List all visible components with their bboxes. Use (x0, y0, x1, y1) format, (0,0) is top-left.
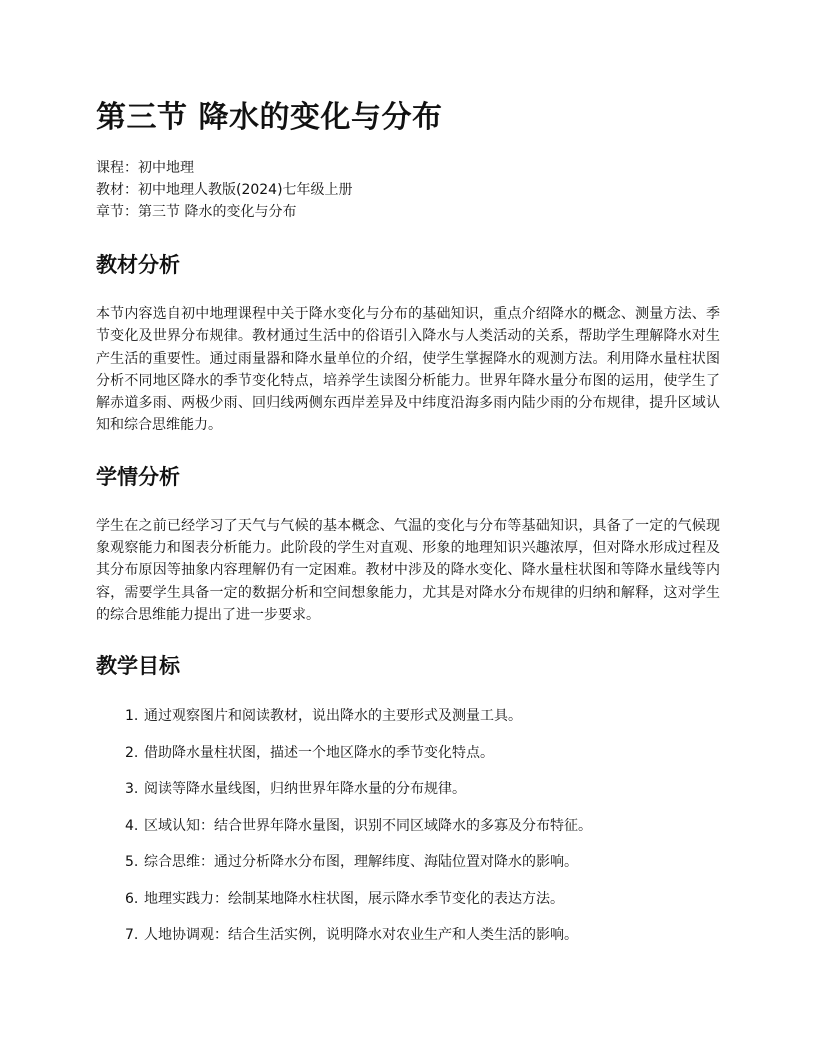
list-item-number: 1. (125, 708, 139, 725)
meta-chapter: 章节：第三节 降水的变化与分布 (96, 204, 297, 220)
list-item (96, 705, 720, 727)
section-heading-textbook-analysis: 教材分析 (96, 253, 180, 277)
list-item-text: 通过观察图片和阅读教材，说出降水的主要形式及测量工具。 (144, 708, 522, 725)
list-item-number: 6. (125, 890, 139, 907)
document-page (96, 96, 720, 961)
list-item (96, 924, 720, 946)
list-item-text: 综合思维：通过分析降水分布图，理解纬度、海陆位置对降水的影响。 (144, 854, 578, 871)
list-item-text: 人地协调观：结合生活实例，说明降水对农业生产和人类生活的影响。 (144, 927, 578, 944)
list-item (96, 742, 720, 764)
list-item (96, 888, 720, 910)
meta-textbook: 教材：初中地理人教版(2024)七年级上册 (96, 182, 353, 198)
list-item (96, 778, 720, 800)
list-item-number: 3. (125, 781, 139, 798)
teaching-goals-list (96, 705, 720, 946)
list-item-number: 4. (125, 817, 139, 834)
page-title: 第三节 降水的变化与分布 (96, 100, 443, 135)
course-meta (96, 157, 720, 223)
meta-course: 课程：初中地理 (96, 160, 194, 176)
section-heading-teaching-goals: 教学目标 (96, 654, 180, 679)
textbook-analysis-paragraph: 本节内容选自初中地理课程中关于降水变化与分布的基础知识，重点介绍降水的概念、测量方法、季节变化及世界分布规律。教材通过生活中的俗语引入降水与人类活动的关系，帮助学生理解降水对生产生活的重要性。通过雨量器和降水量单位的介绍，使学生掌握降水的观测方法。利用降水量柱状图分析不同地区降水的季节变化特点，培养学生读图分析能力。世界年降水量分布图的运用，使学生了解赤道多雨、两极少雨、回归线两侧东西岸差异及中纬度沿海多雨内陆少雨的分布规律，提升区域认知和综合思维能力。 (96, 306, 720, 434)
student-analysis-paragraph: 学生在之前已经学习了天气与气候的基本概念、气温的变化与分布等基础知识，具备了一定的气候现象观察能力和图表分析能力。此阶段的学生对直观、形象的地理知识兴趣浓厚，但对降水形成过程及其分布原因等抽象内容理解仍有一定困难。教材中涉及的降水变化、降水量柱状图和等降水量线等内容，需要学生具备一定的数据分析和空间想象能力，尤其是对降水分布规律的归纳和解释，这对学生的综合思维能力提出了进一步要求。 (96, 517, 720, 623)
list-item-number: 5. (125, 854, 139, 871)
list-item (96, 815, 720, 837)
list-item-text: 区域认知：结合世界年降水量图，识别不同区域降水的多寡及分布特征。 (144, 817, 592, 834)
section-heading-student-analysis: 学情分析 (96, 464, 180, 489)
list-item-text: 地理实践力：绘制某地降水柱状图，展示降水季节变化的表达方法。 (144, 890, 564, 907)
list-item-number: 7. (125, 927, 139, 944)
list-item-text: 阅读等降水量线图，归纳世界年降水量的分布规律。 (144, 781, 466, 798)
list-item-number: 2. (125, 744, 139, 761)
list-item (96, 851, 720, 873)
list-item-text: 借助降水量柱状图，描述一个地区降水的季节变化特点。 (144, 744, 494, 761)
